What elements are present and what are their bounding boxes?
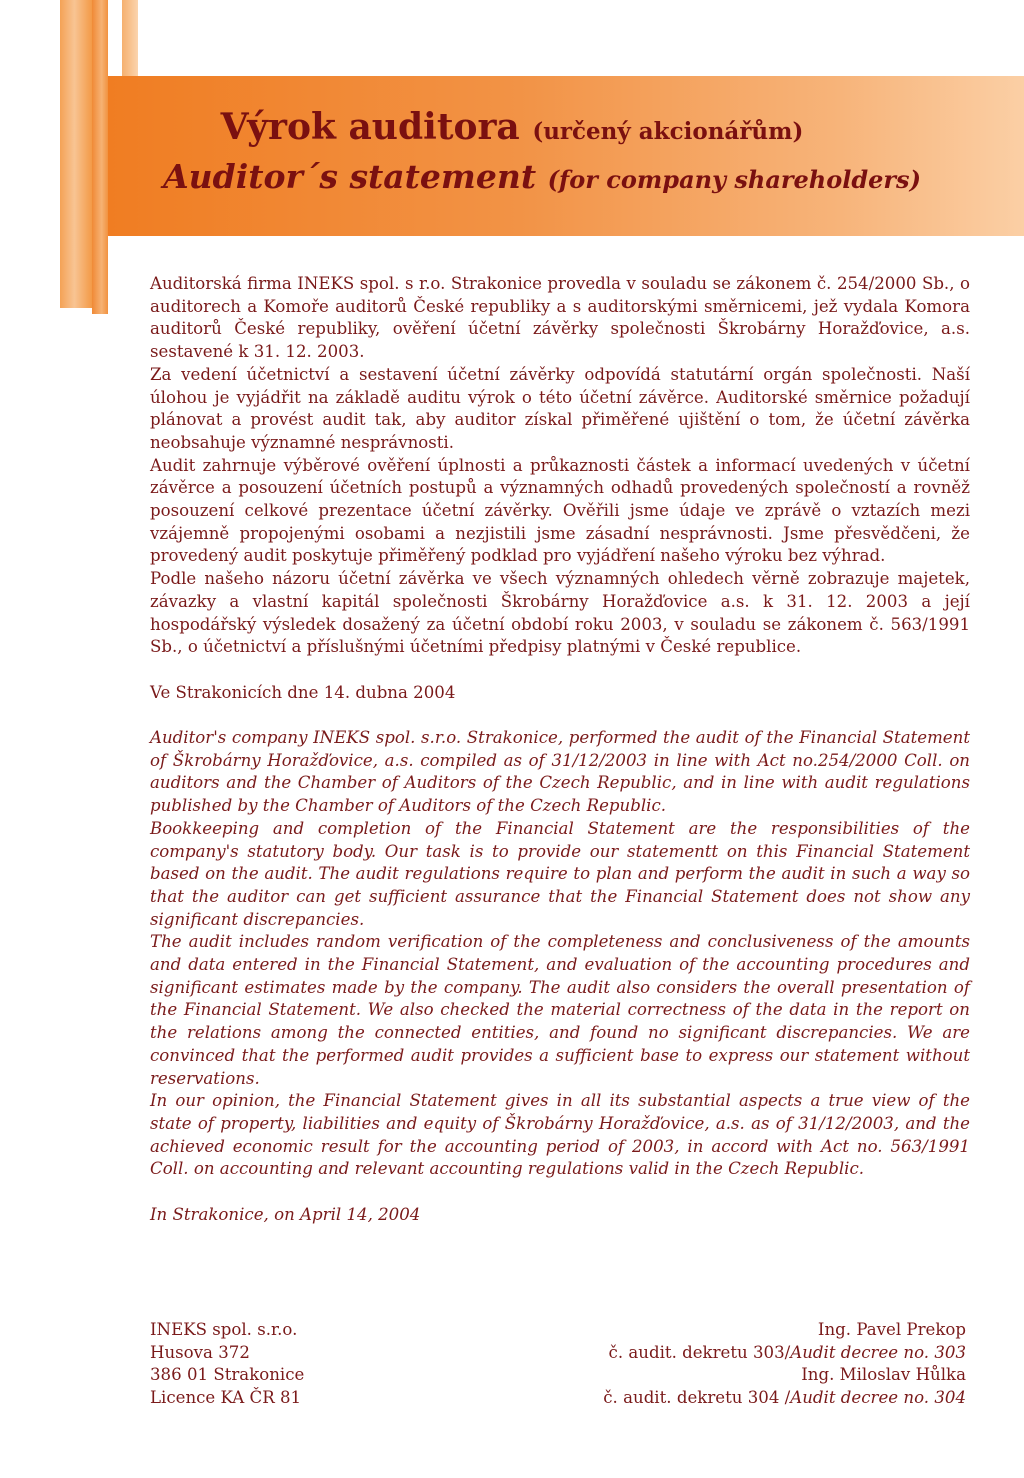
- cz-date: Ve Strakonicích dne 14. dubna 2004: [150, 682, 456, 702]
- auditor2-decree-cz: č. audit. dekretu 304 /: [603, 1388, 791, 1408]
- title-cz: Výrok auditora: [220, 106, 520, 148]
- signature-block: [150, 1319, 966, 1410]
- page-title-czech: [0, 102, 1024, 157]
- en-date: In Strakonice, on April 14, 2004: [150, 1204, 421, 1224]
- cz-paragraph: Auditorská firma INEKS spol. s r.o. Strakonice provedla v souladu se zákonem č. 254/2000 Sb., o auditorech a Komoře auditorů České republiky a s auditorskými směrnicemi, jež vydala Komora auditorů České republiky, ověření účetní závěrky společnosti Škrobárny Horažďovice, a.s. sestavené k 31. 12. 2003.: [150, 274, 970, 362]
- auditor1-name: Ing. Pavel Prekop: [817, 1320, 966, 1339]
- czech-section: [150, 273, 970, 659]
- en-paragraph: In our opinion, the Financial Statement gives in all its substantial aspects a true view of the state of property, liabilities and equity of Škrobárny Horažďovice, a.s. as of 31/12/2003, and the achieved economic result for the accounting period of 2003, in accord with Act no. 563/1991 Coll. on accounting and relevant accounting regulations valid in the Czech Republic.: [150, 1091, 970, 1179]
- auditor1-decree-en: Audit decree no. 303: [790, 1342, 966, 1362]
- title-cz-sub: (určený akcionářům): [532, 118, 804, 145]
- title-en-sub: (for company shareholders): [547, 165, 921, 194]
- decor-bar-3: [122, 0, 138, 76]
- company-city: 386 01 Strakonice: [150, 1365, 305, 1385]
- en-paragraph: Auditor's company INEKS spol. s.r.o. Strakonice, performed the audit of the Financial Statement of Škrobárny Horažďovice, a.s. compiled as of 31/12/2003 in line with Act no.254/2000 Coll. on auditors and the Chamber of Auditors of the Czech Republic, and in line with audit regulations published by the Chamber of Auditors of the Czech Republic.: [150, 728, 970, 816]
- cz-paragraph: Za vedení účetnictví a sestavení účetní závěrky odpovídá statutární orgán společnosti. Naší úlohou je vyjádřit na základě auditu výrok o této účetní závěrce. Auditorské směrnice požadují plánovat a provést audit tak, aby auditor získal přiměřené ujištění o tom, že účetní závěrka neobsahuje významné nesprávnosti.: [150, 364, 970, 452]
- en-paragraph: The audit includes random verification of the completeness and conclusiveness of the amounts and data entered in the Financial Statement, and evaluation of the accounting procedures and significant estimates made by the company. The audit also considers the overall presentation of the Financial Statement. We also checked the material correctness of the data in the report on the relations among the connected entities, and found no significant discrepancies. We are convinced that the performed audit provides a sufficient base to express our statement without reservations.: [150, 932, 970, 1088]
- auditor1-decree: [609, 1342, 966, 1365]
- decor-bar-2: [92, 0, 108, 314]
- auditor2-decree-en: Audit decree no. 304: [790, 1388, 966, 1408]
- page-title-english: [112, 154, 972, 203]
- company-street: Husova 372: [150, 1342, 250, 1362]
- auditor1-decree-cz: č. audit. dekretu 303/: [608, 1342, 791, 1362]
- english-section: [150, 727, 970, 1181]
- auditor2-decree: [603, 1387, 966, 1410]
- en-paragraph: Bookkeeping and completion of the Financial Statement are the responsibilities of the company's statutory body. Our task is to provide our statementt on this Financial Statement based on the audit. The audit regulations require to plan and perform the audit in such a way so that the auditor can get sufficient assurance that the Financial Statement does not show any significant discrepancies.: [150, 818, 970, 929]
- cz-paragraph: Audit zahrnuje výběrové ověření úplnosti a průkaznosti částek a informací uvedených v účetní závěrce a posouzení účetních postupů a významných odhadů provedených společností a rovněž posouzení celkové prezentace účetní závěrky. Ověřili jsme údaje ve zprávě o vztazích mezi vzájemně propojenými osobami a nezjistili jsme zásadní nesprávnosti. Jsme přesvědčeni, že provedený audit poskytuje přiměřený podklad pro vyjádření našeho výroku bez výhrad.: [150, 455, 970, 566]
- company-licence: Licence KA ČR 81: [150, 1388, 302, 1408]
- company-name: INEKS spol. s.r.o.: [150, 1320, 298, 1339]
- cz-paragraph: Podle našeho názoru účetní závěrka ve všech významných ohledech věrně zobrazuje majetek, závazky a vlastní kapitál společnosti Škrobárny Horažďovice a.s. k 31. 12. 2003 a její hospodářský výsledek dosažený za účetní období roku 2003, v souladu se zákonem č. 563/1991 Sb., o účetnictví a příslušnými účetními předpisy platnými v České republice.: [150, 569, 970, 657]
- title-en: Auditor´s statement: [163, 157, 537, 196]
- statement-body: [150, 273, 970, 1226]
- auditor2-name: Ing. Miloslav Hůlka: [801, 1365, 966, 1385]
